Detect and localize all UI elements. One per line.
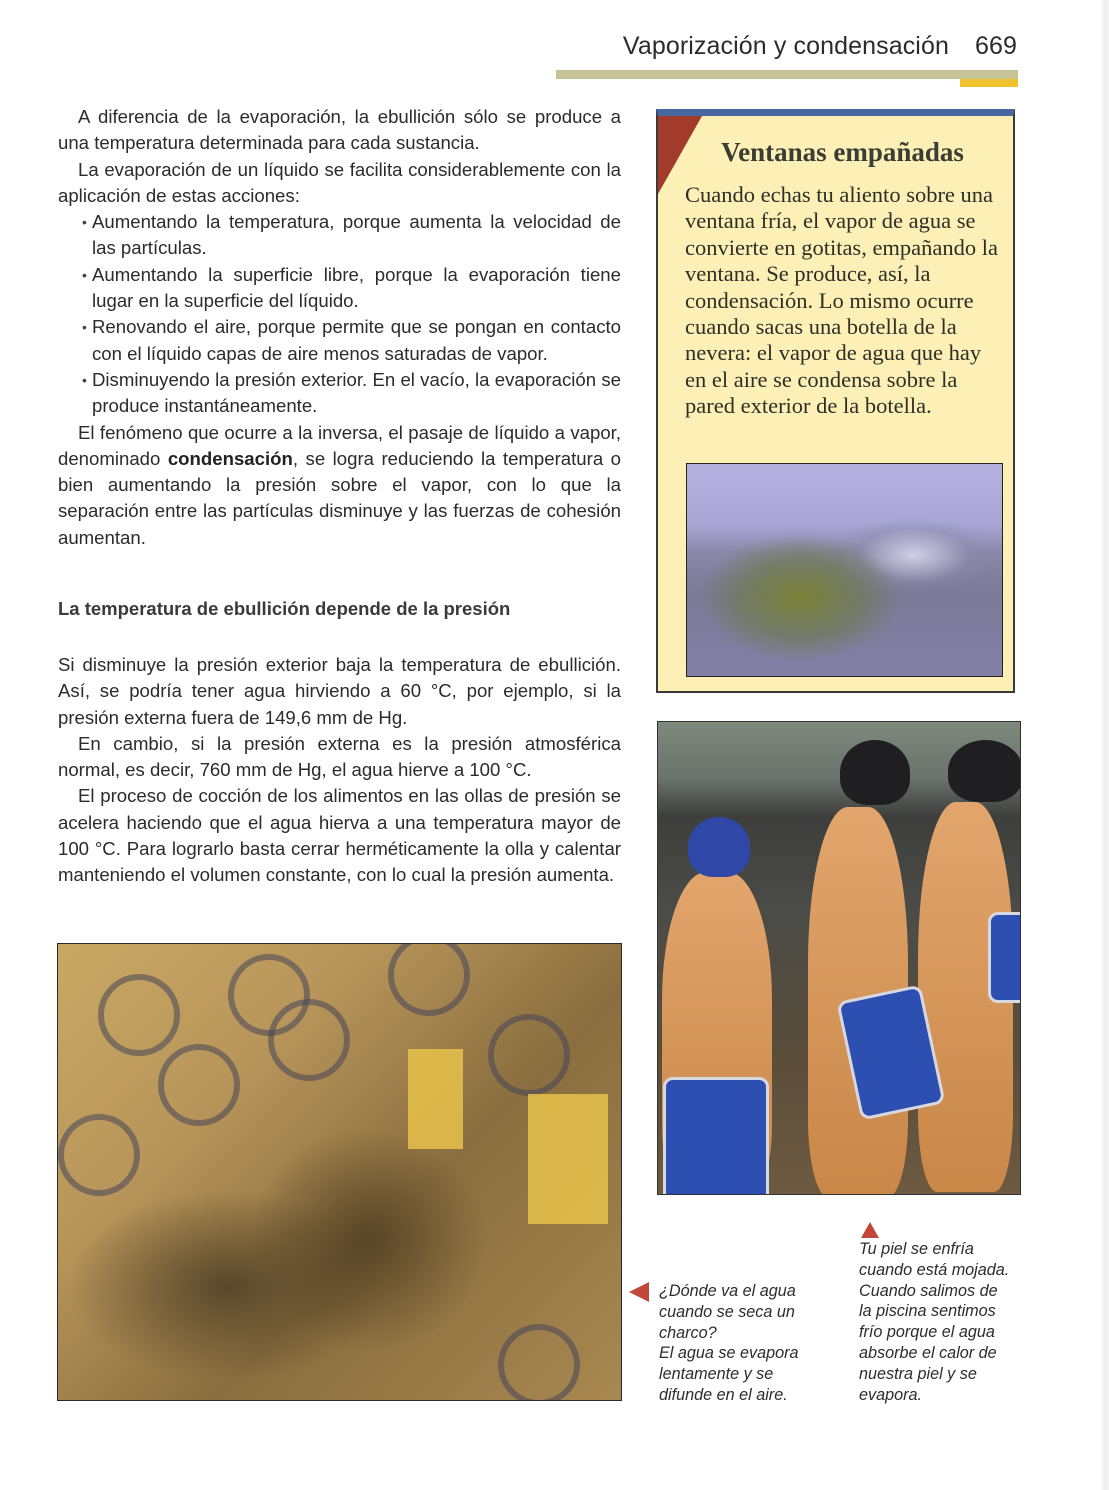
key-term-condensacion: condensación	[167, 447, 293, 469]
tile-pattern	[268, 999, 350, 1081]
header-tab-marker	[960, 79, 1018, 87]
bullet-item: • Aumentando la superficie libre, porque la evaporación tiene lugar en la superficie del líquido.	[82, 262, 621, 315]
text-run: El fenómeno que ocurre a la inversa, el pasaje de líquido a vapor, denominado	[58, 421, 621, 469]
bullet-item: • Renovando el aire, porque permite que se pongan en contacto con el líquido capas de aire menos saturadas de vapor.	[82, 314, 621, 367]
text-run: , se logra reduciendo la temperatura o bien aumentando la presión sobre el vapor, con lo que la separación entre las partículas disminuye y las fuerzas de cohesión aumentan.	[58, 447, 622, 548]
swim-cap	[948, 740, 1021, 802]
page-edge-shadow	[1100, 0, 1109, 1490]
body-text-column	[58, 104, 621, 551]
reflected-sign	[528, 1094, 608, 1224]
paragraph: La evaporación de un líquido se facilita considerablemente con la aplicación de estas acciones:	[58, 158, 621, 206]
bullet-item: • Disminuyendo la presión exterior. En el vacío, la evaporación se produce instantáneamente.	[82, 367, 621, 420]
condensation-paragraph	[58, 420, 621, 551]
reflected-sign	[408, 1049, 463, 1149]
caption-arrow-up-icon	[861, 1222, 879, 1238]
kickboard	[663, 1077, 769, 1195]
tile-pattern	[488, 1014, 570, 1096]
tile-pattern	[158, 1044, 240, 1126]
tile-pattern	[388, 943, 470, 1016]
puddle-reflection-photo	[57, 943, 622, 1401]
body-text-column-2	[58, 652, 621, 889]
section-heading: La temperatura de ebullición depende de la presión	[58, 598, 511, 619]
running-head	[623, 32, 1017, 61]
sidebar-text: Cuando echas tu aliento sobre una ventana fría, el vapor de agua se convierte en gotitas, empañando la ventana. Se produce, así, la condensación. Lo mismo ocurre cuando sacas una botella de la nevera: el vapor de agua que hay en el aire se condensa sobre la pared exterior de la botella.	[685, 182, 999, 419]
kickboard	[988, 912, 1021, 1003]
bullet-list	[58, 209, 621, 419]
swimmers-photo	[657, 721, 1021, 1195]
swim-cap	[688, 817, 750, 877]
paragraph: Si disminuye la presión exterior baja la temperatura de ebullición. Así, se podría tener agua hirviendo a 60 °C, por ejemplo, si la presión externa fuera de 149,6 mm de Hg.	[58, 654, 621, 728]
sidebar-title: Ventanas empañadas	[721, 137, 964, 167]
tile-pattern	[58, 1114, 140, 1196]
caption-arrow-left-icon	[629, 1282, 649, 1302]
sidebar-box-ventanas	[656, 109, 1015, 693]
tile-pattern	[498, 1324, 580, 1401]
header-rule	[556, 70, 1018, 79]
paragraph: El proceso de cocción de los alimentos en las ollas de presión se acelera haciendo que el agua hierva a una temperatura mayor de 100 °C. Para lograrlo basta cerrar herméticamente la olla y calentar manteniendo el volumen constante, con lo cual la presión aumenta.	[58, 785, 621, 886]
tile-pattern	[98, 974, 180, 1056]
paragraph: En cambio, si la presión externa es la presión atmosférica normal, es decir, 760 mm de Hg, el agua hierve a 100 °C.	[58, 732, 621, 781]
bullet-item: • Aumentando la temperatura, porque aumenta la velocidad de las partículas.	[82, 209, 621, 262]
paragraph: A diferencia de la evaporación, la ebullición sólo se produce a una temperatura determinada para cada sustancia.	[58, 106, 621, 154]
caption-skin: Tu piel se enfría cuando está mojada. Cuando salimos de la piscina sentimos frío porque el agua absorbe el calor de nuestra piel y se evapora.	[859, 1240, 1010, 1404]
caption-puddle: ¿Dónde va el agua cuando se seca un charco? El agua se evapora lentamente y se difunde en el aire.	[659, 1282, 799, 1404]
foggy-window-photo	[686, 463, 1003, 677]
chapter-title: Vaporización y condensación	[622, 32, 949, 60]
page-number: 669	[974, 32, 1017, 60]
swim-cap	[840, 740, 910, 805]
